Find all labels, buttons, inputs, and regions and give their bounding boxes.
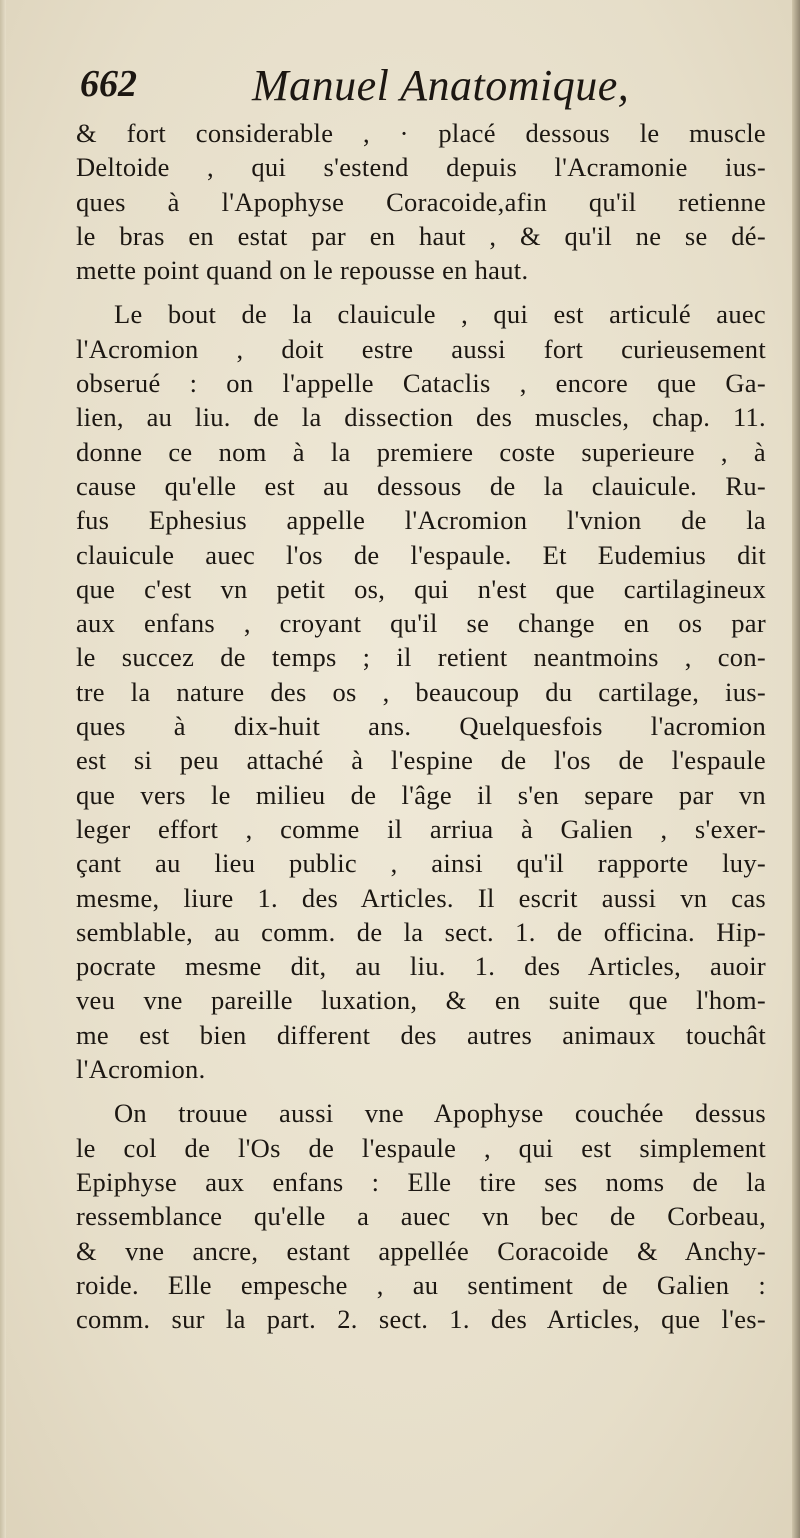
text-line: ques à dix-huit ans. Quelquesfois l'acromion [76,711,766,742]
text-line: le succez de temps ; il retient neantmoins , con- [76,642,766,673]
running-head: Manuel Anatomique, [252,61,630,110]
text-line: On trouue aussi vne Apophyse couchée dessus [114,1098,766,1129]
text-line: mette point quand on le repousse en haut. [76,255,529,286]
text-line: lien, au liu. de la dissection des muscles, chap. 11. [76,402,766,433]
text-line: pocrate mesme dit, au liu. 1. des Articles, auoir [76,951,766,982]
page-edge-left [0,0,6,1538]
text-line: tre la nature des os , beaucoup du cartilage, ius- [76,676,766,707]
text-line: roide. Elle empesche , au sentiment de Galien : [76,1269,766,1300]
text-line: leger effort , comme il arriua à Galien , s'exer- [76,813,766,844]
page-number: 662 [80,63,137,105]
text-line: çant au lieu public , ainsi qu'il rapporte luy- [76,848,766,879]
body-text [76,116,766,1336]
text-line: ques à l'Apophyse Coracoide,afin qu'il retienne [76,186,766,217]
text-line: me est bien different des autres animaux touchât [76,1019,766,1050]
text-line: ressemblance qu'elle a auec vn bec de Corbeau, [76,1201,766,1232]
text-line: fus Ephesius appelle l'Acromion l'vnion de la [76,505,766,536]
page-edge-right [792,0,800,1538]
text-line: l'Acromion , doit estre aussi fort curieusement [76,333,766,364]
text-line: Epiphyse aux enfans : Elle tire ses noms de la [76,1166,766,1197]
text-line: cause qu'elle est au dessous de la clauicule. Ru- [76,470,766,501]
text-line: mesme, liure 1. des Articles. Il escrit aussi vn cas [76,882,766,913]
paragraph [76,297,766,1086]
text-line: que vers le milieu de l'âge il s'en separe par vn [76,779,766,810]
text-line: est si peu attaché à l'espine de l'os de l'espaule [76,745,766,776]
text-line: l'Acromion. [76,1054,206,1085]
text-line: le bras en estat par en haut , & qu'il ne se dé- [76,220,766,251]
text-line: aux enfans , croyant qu'il se change en os par [76,608,766,639]
paragraph [76,1096,766,1336]
text-line: Deltoide , qui s'estend depuis l'Acramonie ius- [76,152,766,183]
text-line: obserué : on l'appelle Cataclis , encore que Ga- [76,368,766,399]
text-line: donne ce nom à la premiere coste superieure , à [76,436,766,467]
text-line: que c'est vn petit os, qui n'est que cartilagineux [76,573,766,604]
text-line: comm. sur la part. 2. sect. 1. des Articles, que l'es- [76,1304,766,1335]
text-line: veu vne pareille luxation, & en suite que l'hom- [76,985,766,1016]
text-line: semblable, au comm. de la sect. 1. de officina. Hip- [76,916,766,947]
text-line: Le bout de la clauicule , qui est articulé auec [114,299,766,330]
text-line: le col de l'Os de l'espaule , qui est simplement [76,1132,766,1163]
text-line: & fort considerable , · placé dessous le muscle [76,118,766,148]
text-line: clauicule auec l'os de l'espaule. Et Eudemius dit [76,539,766,570]
paragraph [76,116,766,287]
text-line: & vne ancre, estant appellée Coracoide & Anchy- [76,1235,766,1266]
page-header [80,62,760,118]
